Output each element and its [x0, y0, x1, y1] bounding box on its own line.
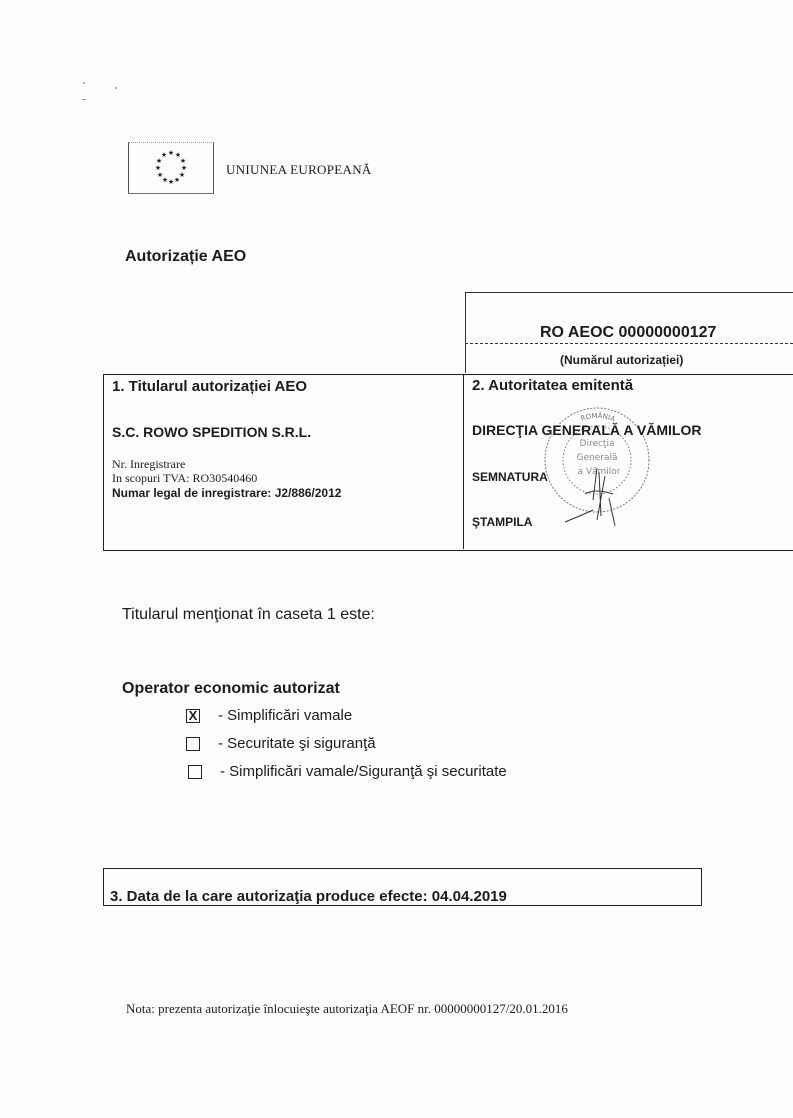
scan-speck [115, 87, 117, 89]
checkbox-unchecked [188, 765, 202, 779]
scan-speck [82, 99, 86, 100]
scan-speck [83, 82, 85, 84]
option-customs-security-combined [188, 763, 507, 780]
stamp-line-3: a Vămilor [577, 467, 621, 477]
checkbox-checked: X [186, 709, 200, 723]
svg-text:★: ★ [161, 176, 169, 184]
stamp-label: ŞTAMPILA [472, 515, 533, 529]
stamp-top-text: ROMÂNIA [579, 411, 617, 424]
stamp-line-1: Direcţia [579, 439, 615, 449]
option-label: - Securitate şi siguranţă [218, 735, 376, 752]
svg-text:★: ★ [180, 164, 188, 172]
checkbox-unchecked [186, 737, 200, 751]
registration-line-3: Numar legal de inregistrare: J2/886/2012 [112, 486, 342, 500]
option-label: - Simplificări vamale/Siguranţă şi securitate [220, 763, 507, 780]
svg-text:★: ★ [167, 178, 175, 186]
registration-line-2: In scopuri TVA: RO30540460 [112, 471, 258, 485]
svg-text:★: ★ [154, 164, 162, 172]
footer-note: Nota: prezenta autorizaţie înlocuieşte autorizaţia AEOF nr. 00000000127/20.01.2016 [126, 1001, 568, 1016]
table-column-divider [463, 374, 464, 549]
option-security-safety [186, 735, 376, 752]
mentioned-holder-text: Titularul menţionat în caseta 1 este: [122, 606, 375, 623]
svg-text:★: ★ [156, 171, 164, 179]
issuing-authority: DIRECŢIA GENERALĂ A VĂMILOR [472, 422, 702, 438]
holder-name: S.C. ROWO SPEDITION S.R.L. [112, 424, 312, 440]
eu-stars-icon [129, 143, 213, 193]
authorization-number-caption: (Numărul autorizației) [560, 353, 684, 367]
registration-line-1: Nr. Inregistrare [112, 457, 186, 471]
box1-title: 1. Titularul autorizației AEO [112, 378, 308, 395]
eu-flag-logo [128, 142, 214, 194]
svg-text:★: ★ [155, 157, 163, 165]
svg-text:★: ★ [178, 171, 186, 179]
authorization-dashed-line [465, 343, 793, 344]
eu-label: UNIUNEA EUROPEANĂ [226, 162, 372, 177]
document-title: Autorizație AEO [125, 248, 247, 265]
authorization-number: RO AEOC 00000000127 [540, 324, 717, 341]
option-label: - Simplificări vamale [218, 707, 353, 724]
effective-date-text: 3. Data de la care autorizaţia produce efecte: 04.04.2019 [110, 888, 507, 905]
svg-text:★: ★ [160, 151, 168, 159]
main-table [103, 374, 793, 551]
svg-text:★: ★ [167, 149, 175, 157]
svg-text:★: ★ [174, 151, 182, 159]
official-stamp [535, 398, 655, 528]
svg-text:★: ★ [179, 157, 187, 165]
option-customs-simplification [186, 707, 352, 724]
operator-heading: Operator economic autorizat [122, 680, 340, 697]
svg-text:★: ★ [173, 176, 181, 184]
signature-label: SEMNATURA [472, 470, 548, 484]
box2-title: 2. Autoritatea emitentă [472, 377, 634, 394]
stamp-line-2: Generală [576, 453, 618, 463]
